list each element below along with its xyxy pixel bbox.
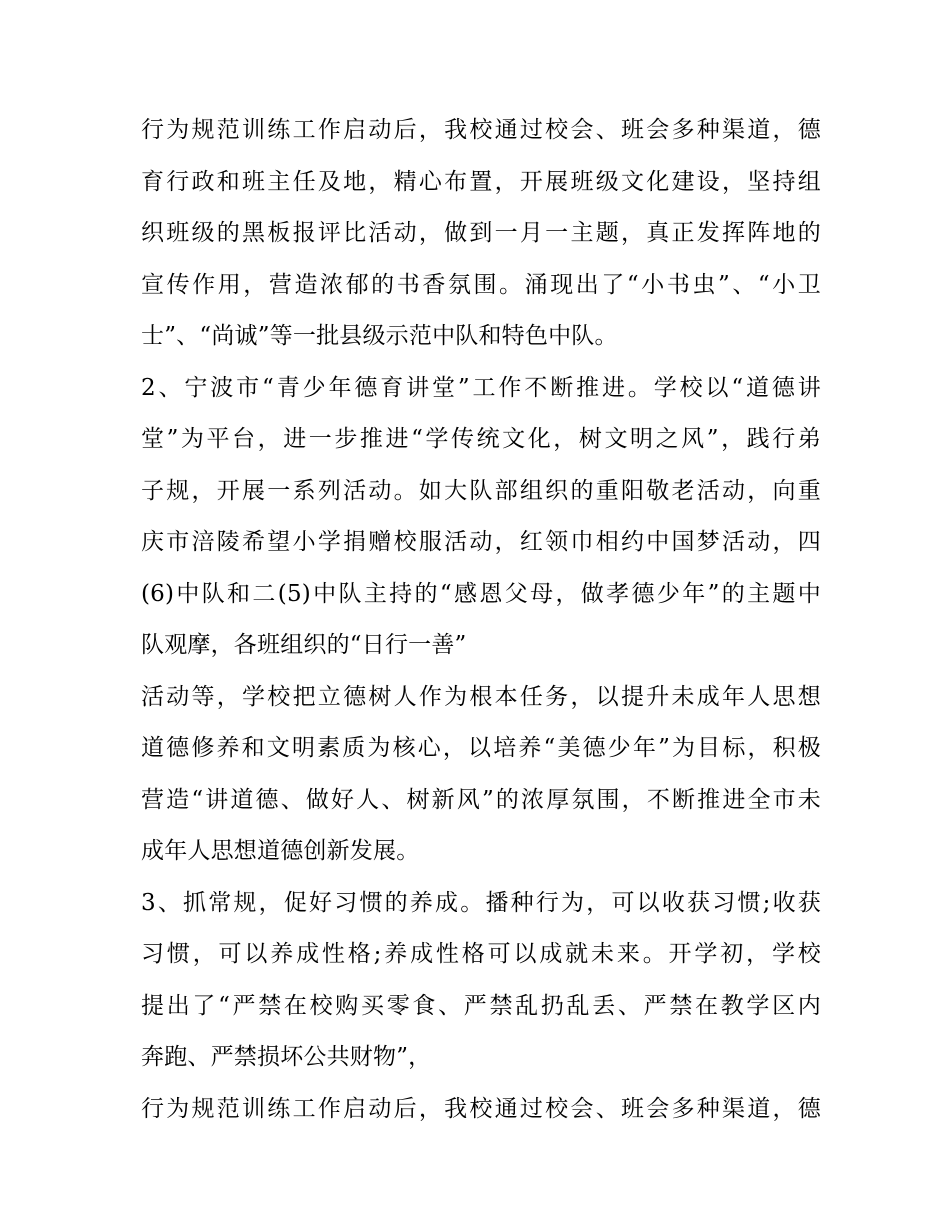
text-line: 营造“讲道德、做好人、树新风”的浓厚氛围，不断推进全市未	[141, 786, 821, 813]
text-line: (6)中队和二(5)中队主持的“感恩父母，做孝德少年”的主题中	[141, 580, 821, 607]
text-line: 士”、“尚诚”等一批县级示范中队和特色中队。	[141, 323, 618, 349]
text-line: 道德修养和文明素质为核心，以培养“美德少年”为目标，积极	[141, 735, 821, 761]
text-line: 织班级的黑板报评比活动，做到一月一主题，真正发挥阵地的	[141, 220, 821, 246]
text-line: 宣传作用，营造浓郁的书香氛围。涌现出了“小书虫”、“小卫	[141, 271, 821, 298]
text-line: 育行政和班主任及地，精心布置，开展班级文化建设，坚持组	[141, 168, 821, 195]
text-line: 习惯，可以养成性格;养成性格可以成就未来。开学初，学校	[141, 941, 821, 967]
text-line: 2、宁波市“青少年德育讲堂”工作不断推进。学校以“道德讲	[141, 374, 821, 401]
body-text	[141, 110, 821, 1140]
text-line: 活动等，学校把立德树人作为根本任务，以提升未成年人思想	[141, 683, 821, 710]
text-line: 子规，开展一系列活动。如大队部组织的重阳敬老活动，向重	[141, 477, 821, 504]
text-line: 队观摩，各班组织的“日行一善”	[141, 632, 467, 658]
text-line: 堂”为平台，进一步推进“学传统文化，树文明之风”，践行弟	[141, 426, 821, 452]
text-line: 行为规范训练工作启动后，我校通过校会、班会多种渠道，德	[141, 117, 821, 143]
text-line: 庆市涪陵希望小学捐赠校服活动，红领巾相约中国梦活动，四	[141, 529, 821, 555]
text-line: 奔跑、严禁损坏公共财物”，	[141, 1044, 432, 1070]
text-line: 3、抓常规，促好习惯的养成。播种行为，可以收获习惯;收获	[141, 889, 821, 916]
text-line: 成年人思想道德创新发展。	[141, 838, 420, 864]
text-line: 提出了“严禁在校购买零食、严禁乱扔乱丢、严禁在教学区内	[141, 992, 821, 1019]
text-line: 行为规范训练工作启动后，我校通过校会、班会多种渠道，德	[141, 1095, 821, 1122]
